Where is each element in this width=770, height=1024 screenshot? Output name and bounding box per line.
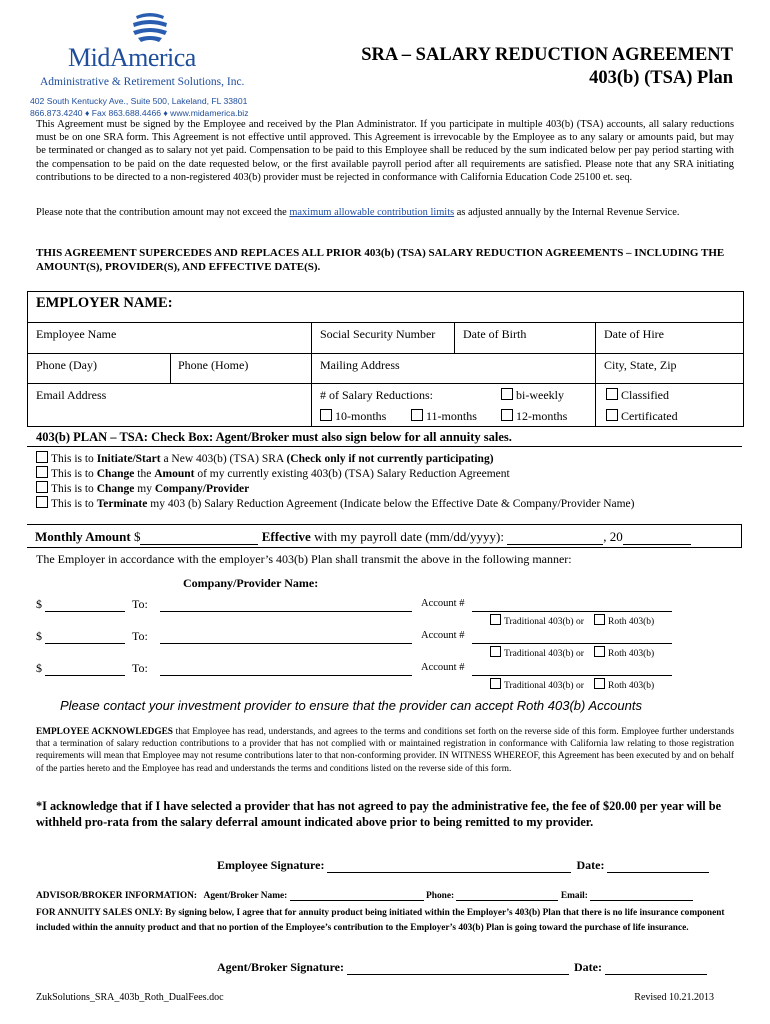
checkbox-icon[interactable] [594,678,605,689]
form-title [361,44,733,90]
checkbox-icon[interactable] [490,614,501,625]
title-line-1: SRA – SALARY REDUCTION AGREEMENT [361,45,733,65]
12-months-option[interactable]: 12-months [501,409,567,424]
footer-revised: Revised 10.21.2013 [634,992,714,1003]
phone-home-field[interactable]: Phone (Home) [178,358,249,372]
plan-option-change-amount[interactable]: This is to Change the Amount of my currently existing 403(b) (TSA) Salary Reduction Agreement [36,466,510,480]
provider-name-input[interactable] [160,597,412,612]
contribution-note: Please note that the contribution amount may not exceed the maximum allowable contribution limits as adjusted annually by the Internal Revenue Service. [36,207,680,218]
checkbox-icon[interactable] [411,409,423,421]
account-number-input[interactable] [472,597,672,612]
phone-day-field[interactable]: Phone (Day) [36,358,97,372]
employer-name-label: EMPLOYER NAME: [36,295,173,311]
roth-option[interactable]: Roth 403(b) [594,678,654,691]
email-field[interactable]: Email Address [36,388,107,402]
checkbox-icon[interactable] [501,388,513,400]
roth-notice: Please contact your investment provider to ensure that the provider can accept Roth 403(b) Accounts [60,698,642,713]
globe-logo-icon [130,8,170,46]
account-number-input[interactable] [472,629,672,644]
provider-amount-input[interactable] [45,597,125,612]
supersede-notice: THIS AGREEMENT SUPERCEDES AND REPLACES ALL PRIOR 403(b) (TSA) SALARY REDUCTION AGREEMENTS – INCLUDING THE AMOUNT(S), PROVIDER(S), AND EFFECTIVE DATE(S). [36,247,725,273]
traditional-option[interactable]: Traditional 403(b) or [490,678,584,691]
employee-signature-row: Employee Signature: Date: [217,858,709,873]
city-state-zip-field[interactable]: City, State, Zip [604,358,677,372]
agent-email-input[interactable] [590,900,693,901]
checkbox-icon[interactable] [594,614,605,625]
checkbox-icon[interactable] [320,409,332,421]
effective-year-input[interactable] [623,544,691,545]
11-months-option[interactable]: 11-months [411,409,477,424]
monthly-amount-box: Monthly Amount $ Effective with my payroll date (mm/dd/yyyy): , 20 [27,524,742,548]
employee-date-input[interactable] [607,872,709,873]
brand-name: MidAmerica [68,43,196,72]
provider-row: $ To: Account # Traditional 403(b) or Roth 403(b) [36,629,736,663]
certificated-option[interactable]: Certificated [606,409,678,424]
checkbox-icon[interactable] [36,481,48,493]
annuity-statement: FOR ANNUITY SALES ONLY: By signing below, I agree that for annuity product being initiated within the Employer’s 403(b) Plan that there is no life insurance component included within the annuity product and that no portion of the Employee’s contribution to the Employer’s 403(b) Plan is going toward the purchase of life insurance. [36,908,725,933]
brand-contact: 866.873.4240 ♦ Fax 863.688.4466 ♦ www.midamerica.biz [30,108,249,118]
plan-heading-underline [27,446,742,447]
monthly-amount-input[interactable] [140,544,258,545]
agent-phone-input[interactable] [456,900,558,901]
checkbox-icon[interactable] [606,388,618,400]
account-number-input[interactable] [472,661,672,676]
intro-paragraph: This Agreement must be signed by the Employee and received by the Plan Administrator. If you participate in multiple 403(b) (TSA) accounts, all salary reductions must be on one SRA form. This Agreement is not effective until approved. This Agreement is irrevocable by the Employee as to any salary or amounts paid, but may be terminated or changed as to salary not yet paid. Compensation to be paid to this Employee shall be reduced by the sum indicated below per pay period starting with the compensation to be paid on the date requested below, or the first available payroll period after all requirements are satisfied. Please note that any SRA initiating contributions to be directed to a non-registered 403(b) provider must be rejected in conformance with California Education Code 25100 et. seq. [36,119,734,183]
plan-option-terminate[interactable]: This is to Terminate my 403 (b) Salary Reduction Agreement (Indicate below the Effective Date & Company/Provider Name) [36,496,635,510]
biweekly-option[interactable]: bi-weekly [501,388,564,403]
10-months-option[interactable]: 10-months [320,409,386,424]
plan-option-change-provider[interactable]: This is to Change my Company/Provider [36,481,249,495]
employee-acknowledgement: EMPLOYEE ACKNOWLEDGES that Employee has read, understands, and agrees to the terms and conditions set forth on the reverse side of this form. Employee further understands that a termination of salary reduction contributions to a provider that has not complied with or maintained registration in conformance with California law relating to those registration requirements will mean that Employee may not resume contributions later to that non-conforming provider. IN WITNESS WHEREOF, this Agreement has been executed by and on behalf of the parties hereto and the Employee has read and understands the terms and conditions listed on the reverse side of this form. [36,727,735,774]
agent-date-input[interactable] [605,974,707,975]
plan-option-initiate[interactable]: This is to Initiate/Start a New 403(b) (TSA) SRA (Check only if not currently participating) [36,451,494,465]
plan-heading: 403(b) PLAN – TSA: Check Box: Agent/Broker must also sign below for all annuity sales. [36,430,512,444]
roth-option[interactable]: Roth 403(b) [594,614,654,627]
employee-signature-input[interactable] [327,872,571,873]
checkbox-icon[interactable] [606,409,618,421]
checkbox-icon[interactable] [594,646,605,657]
monthly-amount-label: Monthly Amount [35,529,131,544]
roth-option[interactable]: Roth 403(b) [594,646,654,659]
provider-amount-input[interactable] [45,661,125,676]
agent-name-input[interactable] [290,900,424,901]
title-line-2: 403(b) (TSA) Plan [589,68,733,88]
transmit-text: The Employer in accordance with the employer’s 403(b) Plan shall transmit the above in the following manner: [36,552,572,566]
checkbox-icon[interactable] [36,466,48,478]
salary-reductions-label: # of Salary Reductions: [320,388,433,402]
brand-address: 402 South Kentucky Ave., Suite 500, Lakeland, FL 33801 [30,96,248,106]
advisor-info-row: ADVISOR/BROKER INFORMATION: Agent/Broker Name: Phone: Email: [36,891,693,901]
employee-name-field[interactable]: Employee Name [36,327,117,341]
doh-field[interactable]: Date of Hire [604,327,664,341]
effective-date-input[interactable] [507,544,603,545]
brand-tagline: Administrative & Retirement Solutions, Inc. [40,76,245,88]
provider-row: $ To: Account # Traditional 403(b) or Roth 403(b) [36,597,736,631]
classified-option[interactable]: Classified [606,388,669,403]
fee-acknowledgement: *I acknowledge that if I have selected a provider that has not agreed to pay the administrative fee, the fee of $20.00 per year will be withheld pro-rata from the salary deferral amount indicated above prior to being remitted to my provider. [36,799,722,829]
employee-info-table [27,291,744,427]
provider-row: $ To: Account # Traditional 403(b) or Roth 403(b) [36,661,736,695]
footer-filename: ZukSolutions_SRA_403b_Roth_DualFees.doc [36,992,224,1003]
agent-signature-input[interactable] [347,974,569,975]
provider-amount-input[interactable] [45,629,125,644]
traditional-option[interactable]: Traditional 403(b) or [490,614,584,627]
dob-field[interactable]: Date of Birth [463,327,527,341]
traditional-option[interactable]: Traditional 403(b) or [490,646,584,659]
checkbox-icon[interactable] [36,496,48,508]
checkbox-icon[interactable] [490,678,501,689]
mailing-address-field[interactable]: Mailing Address [320,358,400,372]
checkbox-icon[interactable] [490,646,501,657]
checkbox-icon[interactable] [501,409,513,421]
checkbox-icon[interactable] [36,451,48,463]
logo [30,8,278,118]
agent-signature-row: Agent/Broker Signature: Date: [217,960,707,975]
provider-heading: Company/Provider Name: [183,576,319,590]
ssn-field[interactable]: Social Security Number [320,327,436,341]
contribution-limits-link[interactable]: maximum allowable contribution limits [289,207,455,218]
provider-name-input[interactable] [160,629,412,644]
provider-name-input[interactable] [160,661,412,676]
